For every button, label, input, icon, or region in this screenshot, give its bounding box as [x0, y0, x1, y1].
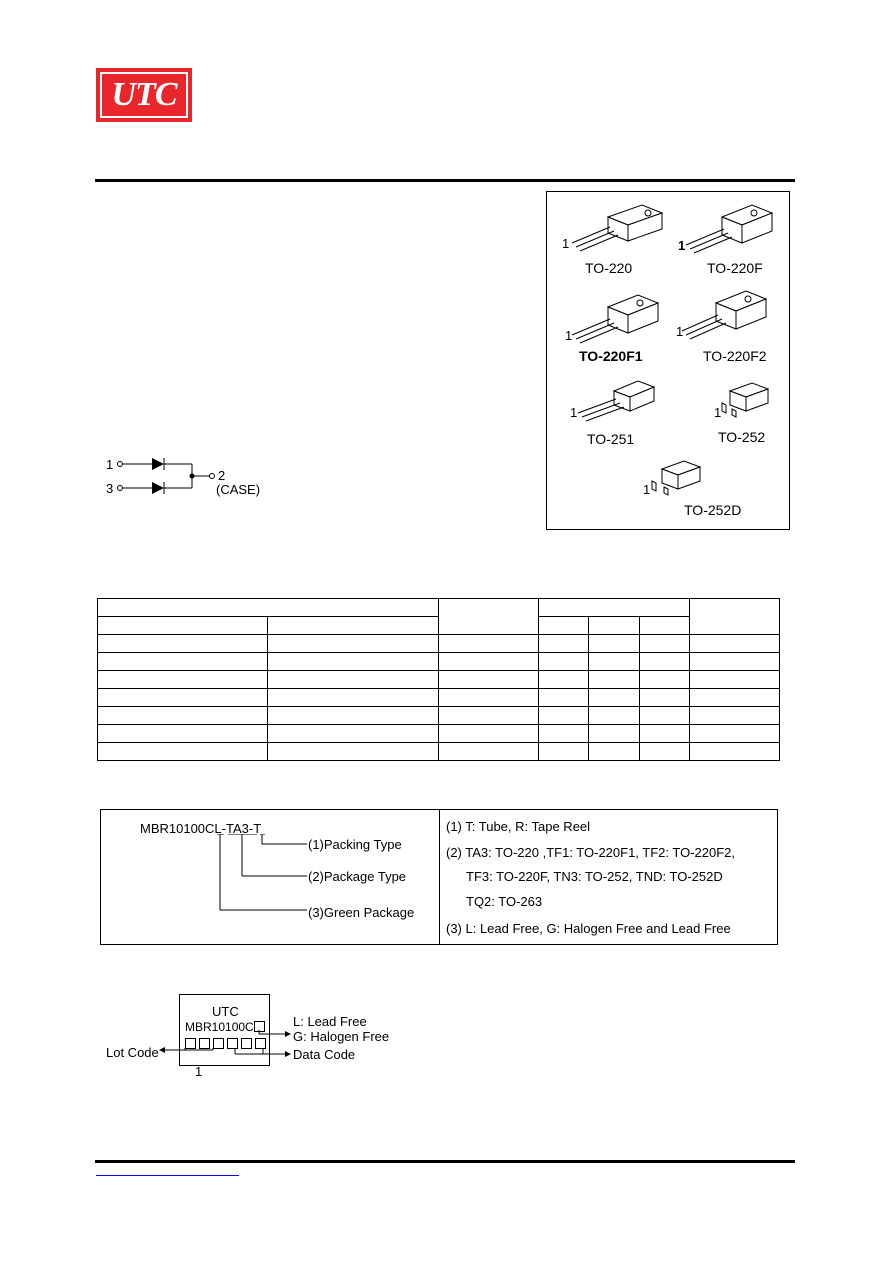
table-row — [98, 599, 780, 617]
logo-text: UTC — [100, 72, 188, 118]
marking-brand: UTC — [212, 1004, 239, 1019]
pin-number: 1 — [676, 324, 684, 339]
table-row — [98, 743, 780, 761]
pin2-label: 2 — [218, 468, 226, 483]
note-package-cont2: TQ2: TO-263 — [466, 894, 543, 909]
table-row — [98, 707, 780, 725]
to-252-drawing — [722, 383, 768, 417]
package-label: TO-220F1 — [579, 348, 643, 364]
packing-type-label: (1)Packing Type — [308, 837, 402, 852]
pin-number: 1 — [678, 238, 686, 253]
package-label: TO-251 — [587, 431, 635, 447]
note-packing: (1) T: Tube, R: Tape Reel — [446, 819, 591, 834]
pin-number: 1 — [643, 482, 651, 497]
part-number: MBR10100CL-TA3-T — [140, 821, 262, 836]
lead-free-label: L: Lead Free — [293, 1014, 367, 1029]
table-row — [98, 635, 780, 653]
green-package-label: (3)Green Package — [308, 905, 415, 920]
package-label: TO-220F2 — [703, 348, 767, 364]
pin-number: 1 — [565, 328, 573, 343]
table-row — [98, 671, 780, 689]
to-220f-drawing — [686, 205, 772, 253]
package-type-label: (2)Package Type — [308, 869, 407, 884]
table-row — [98, 689, 780, 707]
ordering-table — [97, 598, 780, 761]
note-green: (3) L: Lead Free, G: Halogen Free and Lead Free — [446, 921, 731, 936]
diode-schematic — [100, 450, 220, 500]
lot-code-label: Lot Code — [106, 1045, 159, 1060]
to-252d-drawing — [652, 461, 700, 495]
date-code-label: Data Code — [293, 1047, 356, 1062]
pin-number: 1 — [562, 236, 570, 251]
part-number-leaders — [215, 834, 310, 914]
marking-arrows — [155, 1028, 295, 1060]
package-label: TO-220F — [707, 260, 763, 276]
utc-logo — [96, 68, 192, 122]
table-row — [98, 653, 780, 671]
package-label: TO-252D — [684, 502, 742, 518]
pin-number: 1 — [570, 405, 578, 420]
to-251-drawing — [578, 381, 654, 421]
pin3-label: 3 — [106, 481, 114, 496]
to-220f2-drawing — [682, 291, 766, 339]
pin1-label: 1 — [106, 457, 114, 472]
marking-part: MBR10100C — [185, 1020, 254, 1034]
to-220-drawing — [572, 205, 662, 251]
header-rule — [95, 179, 795, 182]
part-number-divider — [439, 809, 440, 945]
halogen-free-label: G: Halogen Free — [293, 1029, 390, 1044]
package-label: TO-220 — [585, 260, 633, 276]
package-label: TO-252 — [718, 429, 766, 445]
note-package-cont: TF3: TO-220F, TN3: TO-252, TND: TO-252D — [466, 869, 723, 884]
to-220f1-drawing — [572, 295, 658, 343]
marking-pin1: 1 — [195, 1064, 203, 1079]
footer-rule — [95, 1160, 795, 1163]
website-link-underline[interactable] — [96, 1175, 239, 1176]
table-row — [98, 725, 780, 743]
pin-number: 1 — [714, 405, 722, 420]
note-package: (2) TA3: TO-220 ,TF1: TO-220F1, TF2: TO-220F2, — [446, 845, 736, 860]
case-label: (CASE) — [216, 482, 261, 497]
